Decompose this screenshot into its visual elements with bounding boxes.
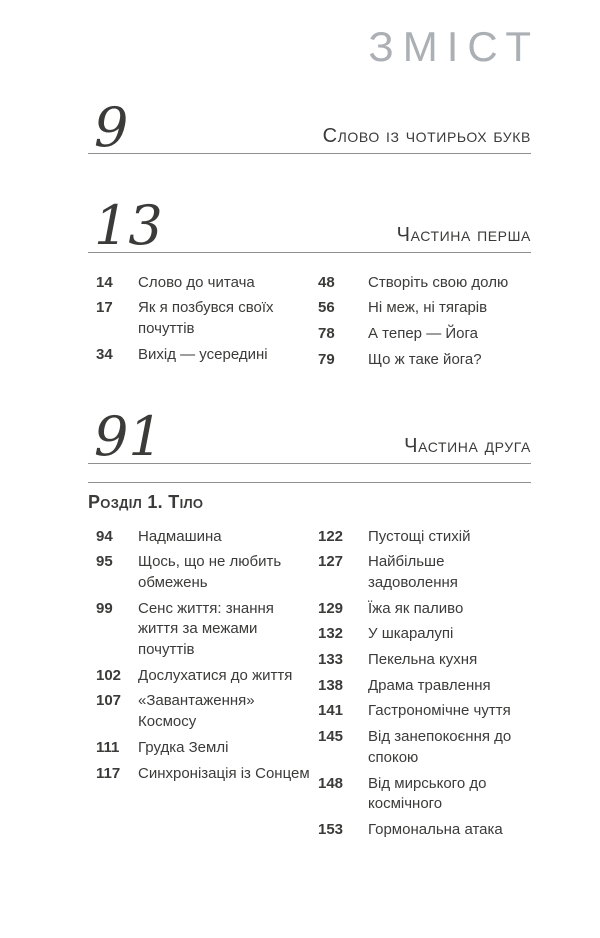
- toc-entry: [318, 650, 531, 671]
- toc-entry-page: 138: [318, 676, 344, 694]
- toc-entry-page: 78: [318, 324, 335, 342]
- toc-entry-page: 129: [318, 599, 344, 617]
- toc-entry-title: Гормональна атака: [368, 820, 503, 838]
- toc-entry-page: 127: [318, 553, 344, 571]
- toc-entry: [96, 273, 310, 294]
- section-number: 91: [94, 405, 163, 469]
- toc-entry: [318, 350, 531, 371]
- toc-entry-title: Від мирського до космічного: [368, 774, 487, 813]
- toc-entry-page: 17: [96, 299, 113, 317]
- toc-entry-page: 102: [96, 666, 122, 684]
- toc-entry-page: 48: [318, 273, 335, 291]
- toc-entry-page: 79: [318, 350, 335, 368]
- toc-entry: [96, 738, 310, 759]
- toc-entry: [96, 552, 310, 593]
- toc-entry-page: 141: [318, 702, 344, 720]
- toc-entry-page: 132: [318, 625, 344, 643]
- section-number: 13: [94, 194, 163, 258]
- toc-entry-title: Що ж таке йога?: [368, 350, 482, 368]
- toc-columns: [88, 527, 531, 846]
- toc-entry: [318, 527, 531, 548]
- toc-entry: [96, 691, 310, 732]
- toc-entry: [96, 666, 310, 687]
- toc-entry: [96, 764, 310, 785]
- toc-entry-page: 153: [318, 820, 344, 838]
- section-header: [88, 405, 531, 469]
- toc-columns: [88, 273, 531, 376]
- toc-entry-title: «Завантаження» Космосу: [138, 692, 255, 731]
- toc-entry: [318, 552, 531, 593]
- toc-section: [88, 194, 531, 375]
- toc-entry-page: 56: [318, 299, 335, 317]
- toc-entry-title: А тепер — Йога: [368, 324, 478, 342]
- section-header: [88, 96, 531, 159]
- toc-entry: [318, 324, 531, 345]
- toc-entry: [96, 345, 310, 366]
- toc-entry-title: Слово до читача: [138, 273, 255, 291]
- toc-entry-page: 148: [318, 774, 344, 792]
- page-title: ЗМІСТ: [368, 23, 540, 70]
- toc-entry: [318, 273, 531, 294]
- toc-entry: [96, 298, 310, 339]
- toc-entry: [318, 624, 531, 645]
- toc-entry: [96, 599, 310, 661]
- section-title: Частина перша: [396, 223, 531, 246]
- toc-entry-title: Найбільше задоволення: [368, 553, 458, 592]
- toc-entry-page: 122: [318, 527, 344, 545]
- toc-entry-page: 94: [96, 527, 113, 545]
- toc-entry-page: 117: [96, 764, 121, 782]
- toc-column-right: [310, 273, 531, 376]
- toc-entry: [318, 701, 531, 722]
- toc-entry: [318, 599, 531, 620]
- toc-entry-title: Сенс життя: знання життя за межами почуттів: [138, 599, 274, 659]
- section-title: Слово із чотирьох букв: [322, 125, 531, 148]
- toc-entry-page: 111: [96, 738, 120, 756]
- toc-entry-title: Їжа як паливо: [368, 599, 464, 617]
- toc-entry-title: Від занепокоєння до спокою: [368, 728, 512, 766]
- toc-column-left: [96, 273, 310, 376]
- toc-entry-title: Щось, що не любить обмежень: [138, 553, 282, 592]
- toc-entry: [318, 298, 531, 319]
- toc-entry-title: Гастрономічне чуття: [368, 702, 511, 720]
- toc-entry-title: Драма травлення: [368, 676, 491, 694]
- toc-column-left: [96, 527, 310, 846]
- toc-entry: [318, 820, 531, 841]
- toc-entry-page: 34: [96, 345, 113, 363]
- toc-entry-title: Ні меж, ні тягарів: [368, 299, 488, 317]
- section-header: [88, 194, 531, 258]
- toc-entry-title: Створіть свою долю: [368, 273, 509, 291]
- toc-column-right: [310, 527, 531, 846]
- chapter-heading: Розділ 1. Тіло: [88, 482, 531, 513]
- toc-entry: [96, 527, 310, 548]
- section-number: 9: [94, 96, 129, 159]
- toc-entry-page: 133: [318, 651, 344, 669]
- toc-entry: [318, 727, 531, 768]
- toc-section: [88, 96, 531, 159]
- toc-entry: [318, 676, 531, 697]
- toc-entry-page: 99: [96, 599, 113, 617]
- toc-entry-title: Грудка Землі: [138, 738, 229, 756]
- toc-entry: [318, 774, 531, 815]
- toc-entry-title: Надмашина: [138, 527, 222, 545]
- toc-entry-title: Синхронізація із Сонцем: [138, 764, 310, 782]
- toc-entry-title: Дослухатися до життя: [138, 666, 293, 684]
- toc-entry-title: Пекельна кухня: [368, 651, 478, 669]
- toc-entry-page: 14: [96, 273, 113, 291]
- toc-section: [88, 405, 531, 845]
- toc-entry-page: 145: [318, 728, 344, 746]
- toc-entry-title: У шкаралупі: [368, 625, 454, 643]
- toc-entry-title: Вихід — усередині: [138, 345, 268, 363]
- toc-entry-title: Пустощі стихій: [368, 527, 471, 545]
- section-title: Частина друга: [404, 434, 531, 457]
- toc-entry-page: 95: [96, 553, 113, 571]
- toc-entry-title: Як я позбувся своїх почуттів: [138, 299, 274, 337]
- divider: [88, 153, 531, 154]
- toc-entry-page: 107: [96, 692, 122, 710]
